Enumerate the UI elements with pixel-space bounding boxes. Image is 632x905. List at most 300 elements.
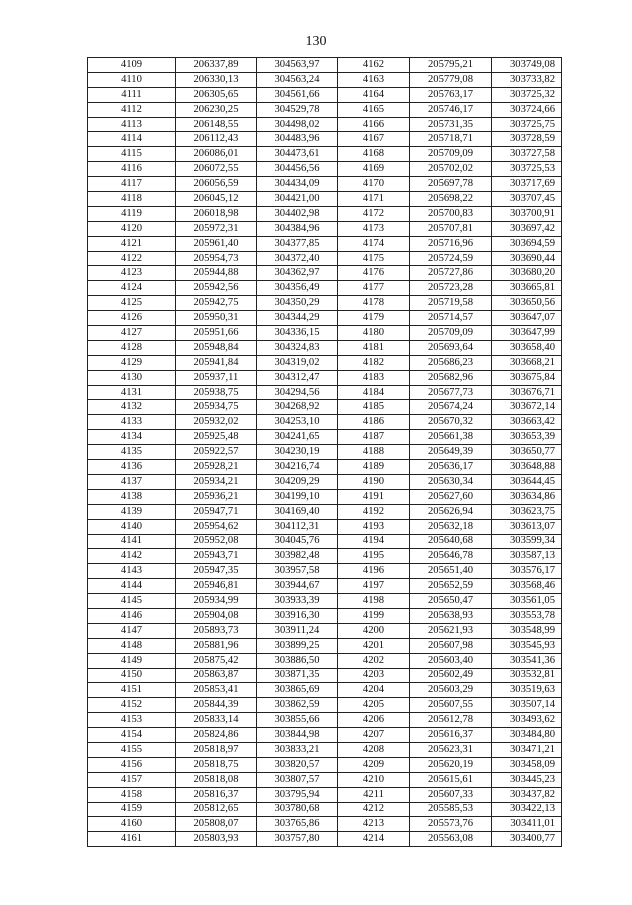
x-coordinate-cell: 205941,84 xyxy=(176,355,257,370)
x-coordinate-cell: 206112,43 xyxy=(176,132,257,147)
y-coordinate-cell: 303749,08 xyxy=(492,58,562,73)
point-number-cell: 4133 xyxy=(88,415,176,430)
table-row xyxy=(88,326,562,341)
y-coordinate-cell: 303871,35 xyxy=(257,668,338,683)
x-coordinate-cell: 205937,11 xyxy=(176,370,257,385)
x-coordinate-cell: 205863,87 xyxy=(176,668,257,683)
x-coordinate-cell: 205925,48 xyxy=(176,430,257,445)
y-coordinate-cell: 304421,00 xyxy=(257,192,338,207)
table-row xyxy=(88,132,562,147)
x-coordinate-cell: 205812,65 xyxy=(176,802,257,817)
point-number-cell: 4148 xyxy=(88,638,176,653)
x-coordinate-cell: 205948,84 xyxy=(176,340,257,355)
x-coordinate-cell: 206086,01 xyxy=(176,147,257,162)
y-coordinate-cell: 304529,78 xyxy=(257,102,338,117)
x-coordinate-cell: 205627,60 xyxy=(410,489,492,504)
point-number-cell: 4172 xyxy=(338,206,410,221)
x-coordinate-cell: 205727,86 xyxy=(410,266,492,281)
x-coordinate-cell: 205724,59 xyxy=(410,251,492,266)
table-row xyxy=(88,221,562,236)
y-coordinate-cell: 304384,96 xyxy=(257,221,338,236)
y-coordinate-cell: 304377,85 xyxy=(257,236,338,251)
y-coordinate-cell: 303725,75 xyxy=(492,117,562,132)
point-number-cell: 4177 xyxy=(338,281,410,296)
y-coordinate-cell: 303765,86 xyxy=(257,817,338,832)
table-row xyxy=(88,236,562,251)
x-coordinate-cell: 205942,56 xyxy=(176,281,257,296)
y-coordinate-cell: 303844,98 xyxy=(257,728,338,743)
table-row xyxy=(88,772,562,787)
x-coordinate-cell: 205607,98 xyxy=(410,638,492,653)
y-coordinate-cell: 304561,66 xyxy=(257,87,338,102)
table-row xyxy=(88,192,562,207)
x-coordinate-cell: 205621,93 xyxy=(410,623,492,638)
y-coordinate-cell: 304456,56 xyxy=(257,162,338,177)
point-number-cell: 4212 xyxy=(338,802,410,817)
y-coordinate-cell: 303780,68 xyxy=(257,802,338,817)
point-number-cell: 4208 xyxy=(338,742,410,757)
point-number-cell: 4136 xyxy=(88,460,176,475)
table-row xyxy=(88,817,562,832)
point-number-cell: 4171 xyxy=(338,192,410,207)
y-coordinate-cell: 303727,58 xyxy=(492,147,562,162)
point-number-cell: 4156 xyxy=(88,757,176,772)
point-number-cell: 4201 xyxy=(338,638,410,653)
y-coordinate-cell: 303933,39 xyxy=(257,594,338,609)
x-coordinate-cell: 205833,14 xyxy=(176,713,257,728)
point-number-cell: 4131 xyxy=(88,385,176,400)
y-coordinate-cell: 304350,29 xyxy=(257,296,338,311)
y-coordinate-cell: 303899,25 xyxy=(257,638,338,653)
point-number-cell: 4192 xyxy=(338,504,410,519)
y-coordinate-cell: 304434,09 xyxy=(257,177,338,192)
y-coordinate-cell: 303519,63 xyxy=(492,683,562,698)
x-coordinate-cell: 205972,31 xyxy=(176,221,257,236)
y-coordinate-cell: 303694,59 xyxy=(492,236,562,251)
y-coordinate-cell: 303795,94 xyxy=(257,787,338,802)
y-coordinate-cell: 303865,69 xyxy=(257,683,338,698)
point-number-cell: 4126 xyxy=(88,311,176,326)
table-row xyxy=(88,742,562,757)
point-number-cell: 4129 xyxy=(88,355,176,370)
point-number-cell: 4214 xyxy=(338,832,410,847)
x-coordinate-cell: 205954,62 xyxy=(176,519,257,534)
y-coordinate-cell: 303576,17 xyxy=(492,564,562,579)
point-number-cell: 4188 xyxy=(338,445,410,460)
x-coordinate-cell: 205943,71 xyxy=(176,549,257,564)
y-coordinate-cell: 304324,83 xyxy=(257,340,338,355)
table-row xyxy=(88,177,562,192)
point-number-cell: 4165 xyxy=(338,102,410,117)
x-coordinate-cell: 205585,53 xyxy=(410,802,492,817)
point-number-cell: 4150 xyxy=(88,668,176,683)
table-row xyxy=(88,534,562,549)
point-number-cell: 4166 xyxy=(338,117,410,132)
y-coordinate-cell: 303484,80 xyxy=(492,728,562,743)
table-row xyxy=(88,102,562,117)
point-number-cell: 4114 xyxy=(88,132,176,147)
y-coordinate-cell: 303400,77 xyxy=(492,832,562,847)
point-number-cell: 4111 xyxy=(88,87,176,102)
y-coordinate-cell: 303548,99 xyxy=(492,623,562,638)
point-number-cell: 4161 xyxy=(88,832,176,847)
x-coordinate-cell: 205650,47 xyxy=(410,594,492,609)
x-coordinate-cell: 205709,09 xyxy=(410,147,492,162)
point-number-cell: 4142 xyxy=(88,549,176,564)
x-coordinate-cell: 205697,78 xyxy=(410,177,492,192)
x-coordinate-cell: 205763,17 xyxy=(410,87,492,102)
y-coordinate-cell: 303663,42 xyxy=(492,415,562,430)
y-coordinate-cell: 303568,46 xyxy=(492,579,562,594)
x-coordinate-cell: 205603,29 xyxy=(410,683,492,698)
x-coordinate-cell: 206230,25 xyxy=(176,102,257,117)
point-number-cell: 4202 xyxy=(338,653,410,668)
x-coordinate-cell: 205707,81 xyxy=(410,221,492,236)
point-number-cell: 4168 xyxy=(338,147,410,162)
x-coordinate-cell: 205682,96 xyxy=(410,370,492,385)
table-row xyxy=(88,623,562,638)
y-coordinate-cell: 303700,91 xyxy=(492,206,562,221)
y-coordinate-cell: 303532,81 xyxy=(492,668,562,683)
y-coordinate-cell: 303728,59 xyxy=(492,132,562,147)
point-number-cell: 4194 xyxy=(338,534,410,549)
table-row xyxy=(88,162,562,177)
table-row xyxy=(88,415,562,430)
y-coordinate-cell: 304362,97 xyxy=(257,266,338,281)
x-coordinate-cell: 205746,17 xyxy=(410,102,492,117)
x-coordinate-cell: 205723,28 xyxy=(410,281,492,296)
point-number-cell: 4180 xyxy=(338,326,410,341)
point-number-cell: 4178 xyxy=(338,296,410,311)
point-number-cell: 4199 xyxy=(338,608,410,623)
point-number-cell: 4191 xyxy=(338,489,410,504)
x-coordinate-cell: 205649,39 xyxy=(410,445,492,460)
y-coordinate-cell: 303757,80 xyxy=(257,832,338,847)
y-coordinate-cell: 303862,59 xyxy=(257,698,338,713)
y-coordinate-cell: 303437,82 xyxy=(492,787,562,802)
y-coordinate-cell: 303680,20 xyxy=(492,266,562,281)
x-coordinate-cell: 205803,93 xyxy=(176,832,257,847)
x-coordinate-cell: 205922,57 xyxy=(176,445,257,460)
y-coordinate-cell: 303675,84 xyxy=(492,370,562,385)
y-coordinate-cell: 303957,58 xyxy=(257,564,338,579)
point-number-cell: 4140 xyxy=(88,519,176,534)
point-number-cell: 4135 xyxy=(88,445,176,460)
x-coordinate-cell: 205700,83 xyxy=(410,206,492,221)
point-number-cell: 4154 xyxy=(88,728,176,743)
point-number-cell: 4153 xyxy=(88,713,176,728)
x-coordinate-cell: 205652,59 xyxy=(410,579,492,594)
point-number-cell: 4213 xyxy=(338,817,410,832)
point-number-cell: 4116 xyxy=(88,162,176,177)
point-number-cell: 4204 xyxy=(338,683,410,698)
point-number-cell: 4164 xyxy=(338,87,410,102)
y-coordinate-cell: 303855,66 xyxy=(257,713,338,728)
point-number-cell: 4167 xyxy=(338,132,410,147)
point-number-cell: 4152 xyxy=(88,698,176,713)
x-coordinate-cell: 205702,02 xyxy=(410,162,492,177)
coordinates-table xyxy=(87,57,562,847)
x-coordinate-cell: 205661,38 xyxy=(410,430,492,445)
point-number-cell: 4169 xyxy=(338,162,410,177)
point-number-cell: 4187 xyxy=(338,430,410,445)
table-row xyxy=(88,296,562,311)
y-coordinate-cell: 304483,96 xyxy=(257,132,338,147)
table-row xyxy=(88,549,562,564)
y-coordinate-cell: 304319,02 xyxy=(257,355,338,370)
point-number-cell: 4144 xyxy=(88,579,176,594)
point-number-cell: 4173 xyxy=(338,221,410,236)
x-coordinate-cell: 205853,41 xyxy=(176,683,257,698)
table-row xyxy=(88,206,562,221)
x-coordinate-cell: 205677,73 xyxy=(410,385,492,400)
x-coordinate-cell: 205779,08 xyxy=(410,72,492,87)
x-coordinate-cell: 205716,96 xyxy=(410,236,492,251)
x-coordinate-cell: 205818,97 xyxy=(176,742,257,757)
point-number-cell: 4182 xyxy=(338,355,410,370)
y-coordinate-cell: 303886,50 xyxy=(257,653,338,668)
table-row xyxy=(88,430,562,445)
x-coordinate-cell: 205881,96 xyxy=(176,638,257,653)
point-number-cell: 4123 xyxy=(88,266,176,281)
x-coordinate-cell: 205844,39 xyxy=(176,698,257,713)
y-coordinate-cell: 304563,24 xyxy=(257,72,338,87)
y-coordinate-cell: 303833,21 xyxy=(257,742,338,757)
point-number-cell: 4120 xyxy=(88,221,176,236)
point-number-cell: 4130 xyxy=(88,370,176,385)
y-coordinate-cell: 304312,47 xyxy=(257,370,338,385)
y-coordinate-cell: 303545,93 xyxy=(492,638,562,653)
table-row xyxy=(88,445,562,460)
point-number-cell: 4110 xyxy=(88,72,176,87)
table-row xyxy=(88,489,562,504)
y-coordinate-cell: 304199,10 xyxy=(257,489,338,504)
y-coordinate-cell: 304241,65 xyxy=(257,430,338,445)
x-coordinate-cell: 205640,68 xyxy=(410,534,492,549)
point-number-cell: 4211 xyxy=(338,787,410,802)
point-number-cell: 4189 xyxy=(338,460,410,475)
x-coordinate-cell: 205714,57 xyxy=(410,311,492,326)
point-number-cell: 4170 xyxy=(338,177,410,192)
y-coordinate-cell: 303982,48 xyxy=(257,549,338,564)
table-row xyxy=(88,504,562,519)
point-number-cell: 4149 xyxy=(88,653,176,668)
y-coordinate-cell: 303493,62 xyxy=(492,713,562,728)
table-row xyxy=(88,683,562,698)
x-coordinate-cell: 205632,18 xyxy=(410,519,492,534)
x-coordinate-cell: 206056,59 xyxy=(176,177,257,192)
x-coordinate-cell: 205646,78 xyxy=(410,549,492,564)
y-coordinate-cell: 303668,21 xyxy=(492,355,562,370)
x-coordinate-cell: 205824,86 xyxy=(176,728,257,743)
x-coordinate-cell: 205670,32 xyxy=(410,415,492,430)
point-number-cell: 4121 xyxy=(88,236,176,251)
y-coordinate-cell: 304356,49 xyxy=(257,281,338,296)
y-coordinate-cell: 304294,56 xyxy=(257,385,338,400)
table-row xyxy=(88,713,562,728)
y-coordinate-cell: 303471,21 xyxy=(492,742,562,757)
x-coordinate-cell: 205731,35 xyxy=(410,117,492,132)
table-row xyxy=(88,638,562,653)
x-coordinate-cell: 206337,89 xyxy=(176,58,257,73)
point-number-cell: 4127 xyxy=(88,326,176,341)
point-number-cell: 4147 xyxy=(88,623,176,638)
point-number-cell: 4195 xyxy=(338,549,410,564)
point-number-cell: 4186 xyxy=(338,415,410,430)
table-row xyxy=(88,355,562,370)
point-number-cell: 4179 xyxy=(338,311,410,326)
point-number-cell: 4122 xyxy=(88,251,176,266)
y-coordinate-cell: 303916,30 xyxy=(257,608,338,623)
table-row xyxy=(88,385,562,400)
y-coordinate-cell: 304268,92 xyxy=(257,400,338,415)
point-number-cell: 4209 xyxy=(338,757,410,772)
y-coordinate-cell: 304045,76 xyxy=(257,534,338,549)
point-number-cell: 4138 xyxy=(88,489,176,504)
y-coordinate-cell: 303650,77 xyxy=(492,445,562,460)
point-number-cell: 4198 xyxy=(338,594,410,609)
y-coordinate-cell: 304344,29 xyxy=(257,311,338,326)
y-coordinate-cell: 303820,57 xyxy=(257,757,338,772)
y-coordinate-cell: 303647,99 xyxy=(492,326,562,341)
y-coordinate-cell: 303690,44 xyxy=(492,251,562,266)
y-coordinate-cell: 303697,42 xyxy=(492,221,562,236)
y-coordinate-cell: 303411,01 xyxy=(492,817,562,832)
x-coordinate-cell: 205818,08 xyxy=(176,772,257,787)
y-coordinate-cell: 303507,14 xyxy=(492,698,562,713)
table-row xyxy=(88,787,562,802)
x-coordinate-cell: 205630,34 xyxy=(410,474,492,489)
point-number-cell: 4115 xyxy=(88,147,176,162)
x-coordinate-cell: 205947,35 xyxy=(176,564,257,579)
table-row xyxy=(88,460,562,475)
x-coordinate-cell: 205620,19 xyxy=(410,757,492,772)
point-number-cell: 4109 xyxy=(88,58,176,73)
table-row xyxy=(88,400,562,415)
x-coordinate-cell: 205954,73 xyxy=(176,251,257,266)
x-coordinate-cell: 205636,17 xyxy=(410,460,492,475)
y-coordinate-cell: 303650,56 xyxy=(492,296,562,311)
table-row xyxy=(88,698,562,713)
x-coordinate-cell: 205928,21 xyxy=(176,460,257,475)
y-coordinate-cell: 303553,78 xyxy=(492,608,562,623)
point-number-cell: 4163 xyxy=(338,72,410,87)
x-coordinate-cell: 205573,76 xyxy=(410,817,492,832)
x-coordinate-cell: 205818,75 xyxy=(176,757,257,772)
table-row xyxy=(88,340,562,355)
x-coordinate-cell: 205961,40 xyxy=(176,236,257,251)
x-coordinate-cell: 205808,07 xyxy=(176,817,257,832)
x-coordinate-cell: 205934,75 xyxy=(176,400,257,415)
x-coordinate-cell: 205603,40 xyxy=(410,653,492,668)
x-coordinate-cell: 205893,73 xyxy=(176,623,257,638)
table-row xyxy=(88,72,562,87)
x-coordinate-cell: 205602,49 xyxy=(410,668,492,683)
point-number-cell: 4155 xyxy=(88,742,176,757)
y-coordinate-cell: 303541,36 xyxy=(492,653,562,668)
x-coordinate-cell: 205698,22 xyxy=(410,192,492,207)
x-coordinate-cell: 206305,65 xyxy=(176,87,257,102)
x-coordinate-cell: 205946,81 xyxy=(176,579,257,594)
coordinates-table-body xyxy=(88,58,562,847)
y-coordinate-cell: 304402,98 xyxy=(257,206,338,221)
y-coordinate-cell: 303733,82 xyxy=(492,72,562,87)
point-number-cell: 4112 xyxy=(88,102,176,117)
x-coordinate-cell: 205875,42 xyxy=(176,653,257,668)
x-coordinate-cell: 205816,37 xyxy=(176,787,257,802)
point-number-cell: 4119 xyxy=(88,206,176,221)
y-coordinate-cell: 303623,75 xyxy=(492,504,562,519)
y-coordinate-cell: 303676,71 xyxy=(492,385,562,400)
table-row xyxy=(88,370,562,385)
y-coordinate-cell: 303445,23 xyxy=(492,772,562,787)
table-row xyxy=(88,519,562,534)
y-coordinate-cell: 303458,09 xyxy=(492,757,562,772)
x-coordinate-cell: 206045,12 xyxy=(176,192,257,207)
point-number-cell: 4184 xyxy=(338,385,410,400)
table-row xyxy=(88,653,562,668)
table-row xyxy=(88,802,562,817)
table-row xyxy=(88,579,562,594)
point-number-cell: 4160 xyxy=(88,817,176,832)
y-coordinate-cell: 303725,53 xyxy=(492,162,562,177)
y-coordinate-cell: 303648,88 xyxy=(492,460,562,475)
table-row xyxy=(88,668,562,683)
table-row xyxy=(88,608,562,623)
point-number-cell: 4206 xyxy=(338,713,410,728)
point-number-cell: 4141 xyxy=(88,534,176,549)
x-coordinate-cell: 205795,21 xyxy=(410,58,492,73)
table-row xyxy=(88,147,562,162)
point-number-cell: 4159 xyxy=(88,802,176,817)
table-row xyxy=(88,757,562,772)
table-row xyxy=(88,281,562,296)
y-coordinate-cell: 303807,57 xyxy=(257,772,338,787)
point-number-cell: 4176 xyxy=(338,266,410,281)
point-number-cell: 4174 xyxy=(338,236,410,251)
table-row xyxy=(88,832,562,847)
point-number-cell: 4200 xyxy=(338,623,410,638)
y-coordinate-cell: 303665,81 xyxy=(492,281,562,296)
x-coordinate-cell: 205623,31 xyxy=(410,742,492,757)
x-coordinate-cell: 205936,21 xyxy=(176,489,257,504)
y-coordinate-cell: 303647,07 xyxy=(492,311,562,326)
y-coordinate-cell: 303587,13 xyxy=(492,549,562,564)
y-coordinate-cell: 303911,24 xyxy=(257,623,338,638)
point-number-cell: 4207 xyxy=(338,728,410,743)
point-number-cell: 4113 xyxy=(88,117,176,132)
x-coordinate-cell: 205904,08 xyxy=(176,608,257,623)
x-coordinate-cell: 205651,40 xyxy=(410,564,492,579)
y-coordinate-cell: 303658,40 xyxy=(492,340,562,355)
x-coordinate-cell: 205934,21 xyxy=(176,474,257,489)
point-number-cell: 4117 xyxy=(88,177,176,192)
point-number-cell: 4210 xyxy=(338,772,410,787)
page-number: 130 xyxy=(305,34,327,49)
y-coordinate-cell: 304216,74 xyxy=(257,460,338,475)
x-coordinate-cell: 205709,09 xyxy=(410,326,492,341)
x-coordinate-cell: 205942,75 xyxy=(176,296,257,311)
table-row xyxy=(88,564,562,579)
x-coordinate-cell: 205934,99 xyxy=(176,594,257,609)
point-number-cell: 4132 xyxy=(88,400,176,415)
table-row xyxy=(88,474,562,489)
x-coordinate-cell: 205607,55 xyxy=(410,698,492,713)
point-number-cell: 4157 xyxy=(88,772,176,787)
x-coordinate-cell: 205719,58 xyxy=(410,296,492,311)
x-coordinate-cell: 205616,37 xyxy=(410,728,492,743)
y-coordinate-cell: 303725,32 xyxy=(492,87,562,102)
